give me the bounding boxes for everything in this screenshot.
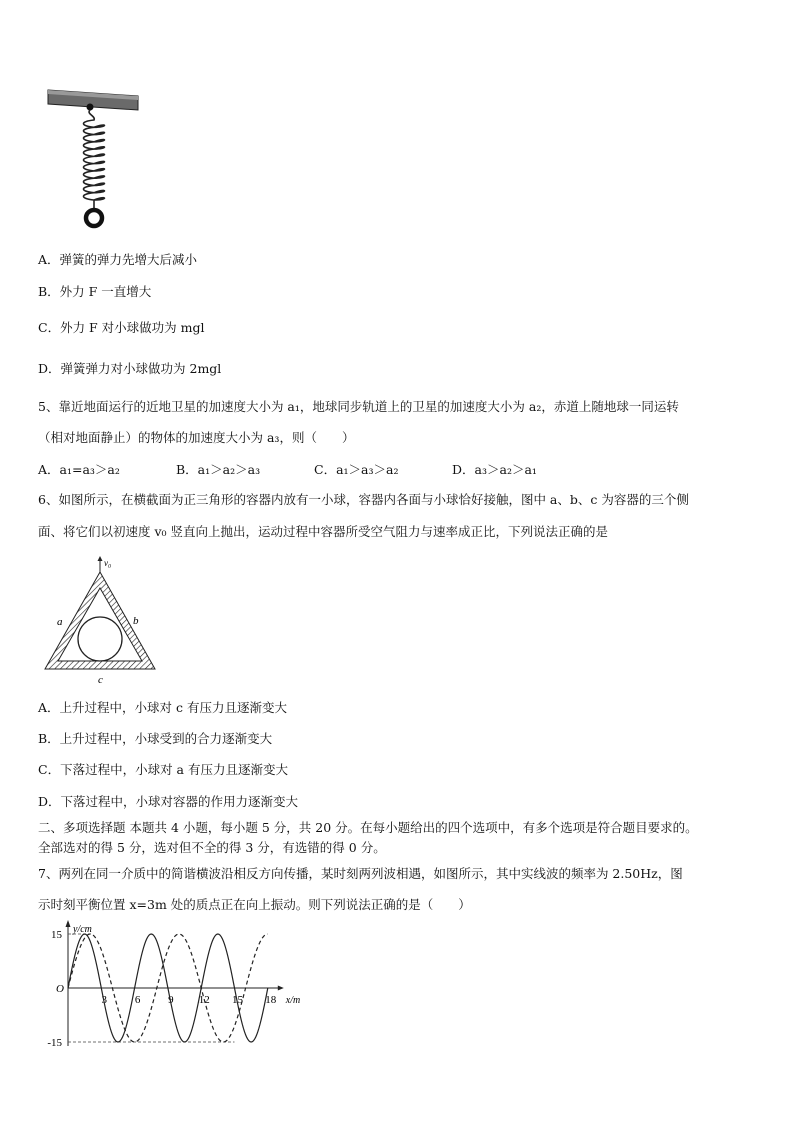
x-tick-label: 9	[168, 994, 174, 1006]
y-tick-label: 15	[51, 929, 62, 941]
x-tick-label: 3	[101, 994, 108, 1006]
q6-option-b: B．上升过程中，小球受到的合力逐渐变大	[38, 731, 273, 746]
side-b-label: b	[133, 615, 139, 627]
q5-option-b: B．a₁＞a₂＞a₃	[176, 462, 261, 477]
q5-stem-line1: 5、靠近地面运行的近地卫星的加速度大小为 a₁，地球同步轨道上的卫星的加速度大小为 a₂，赤道上随地球一同运转	[38, 399, 679, 414]
spring-figure	[46, 84, 146, 232]
section2-line2: 全部选对的得 5 分，选对但不全的得 3 分，有选错的得 0 分。	[38, 840, 386, 855]
q4-option-b: B．外力 F 一直增大	[38, 284, 152, 299]
q6-stem-line2: 面、将它们以初速度 v₀ 竖直向上抛出，运动过程中容器所受空气阻力与速率成正比，下列说法正确的是	[38, 524, 609, 539]
q4-option-c: C．外力 F 对小球做功为 mgl	[38, 320, 205, 335]
q7-stem-line1: 7、两列在同一介质中的简谐横波沿相反方向传播，某时刻两列波相遇，如图所示，其中实线波的频率为 2.50Hz，图	[38, 866, 683, 881]
section2-line1: 二、多项选择题 本题共 4 小题，每小题 5 分，共 20 分。在每小题给出的四个选项中，有多个选项是符合题目要求的。	[38, 820, 698, 835]
y-axis-arrow	[66, 920, 71, 927]
x-tick-label: 15	[232, 994, 243, 1006]
x-axis-arrow	[278, 986, 284, 991]
wave-chart	[30, 920, 350, 1049]
q4-option-d: D．弹簧弹力对小球做功为 2mgl	[38, 361, 222, 376]
q5-option-c: C．a₁＞a₃＞a₂	[314, 462, 399, 477]
x-tick-label: 6	[134, 994, 141, 1006]
q5-option-a: A．a₁=a₃＞a₂	[38, 462, 120, 477]
q5-option-d: D．a₃＞a₂＞a₁	[452, 462, 537, 477]
x-tick-label: 18	[265, 994, 277, 1006]
q5-stem-line2: （相对地面静止）的物体的加速度大小为 a₃，则（ ）	[38, 430, 355, 445]
x-axis-label: x/m	[285, 995, 301, 1006]
x-tick-label: 12	[198, 994, 210, 1006]
q6-stem-line1: 6、如图所示，在横截面为正三角形的容器内放有一小球，容器内各面与小球恰好接触，图中 a、b、c 为容器的三个侧	[38, 492, 689, 507]
origin-label: O	[56, 983, 64, 995]
side-a-label: a	[57, 616, 63, 628]
y-axis-label: y/cm	[73, 924, 92, 935]
side-c-label: c	[98, 674, 103, 686]
triangle-container-figure	[38, 555, 168, 685]
q7-stem-line2: 示时刻平衡位置 x=3m 处的质点正在向上振动。则下列说法正确的是（ ）	[38, 897, 471, 912]
q6-option-d: D．下落过程中，小球对容器的作用力逐渐变大	[38, 794, 299, 809]
y-tick-label: -15	[47, 1037, 62, 1049]
q6-option-a: A．上升过程中，小球对 c 有压力且逐渐变大	[38, 700, 287, 715]
q6-option-c: C．下落过程中，小球对 a 有压力且逐渐变大	[38, 762, 288, 777]
q4-option-a: A．弹簧的弹力先增大后减小	[38, 252, 198, 267]
v0-label: v₀	[104, 558, 112, 568]
